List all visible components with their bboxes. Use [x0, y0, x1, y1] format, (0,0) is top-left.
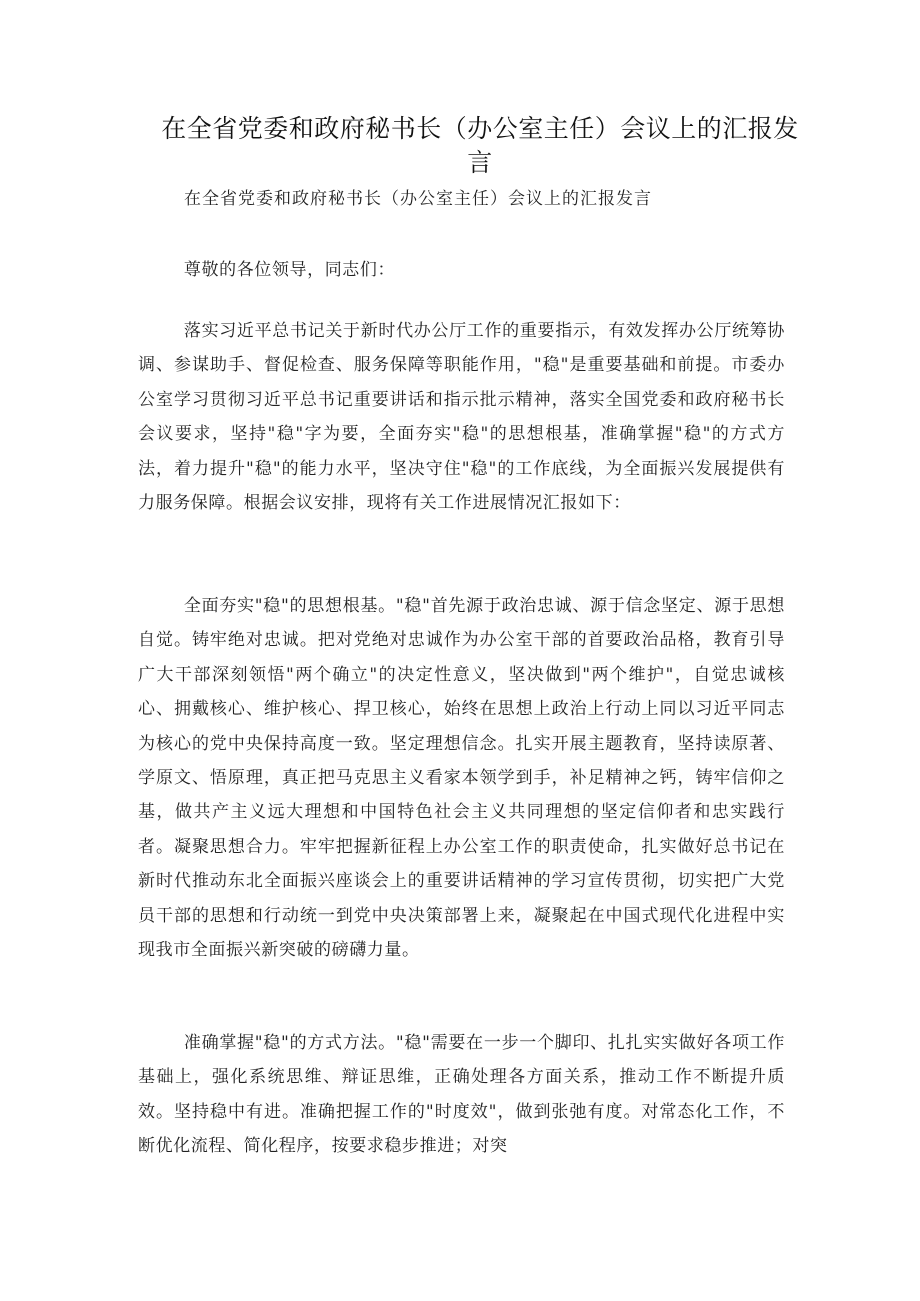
- paragraph-intro: 落实习近平总书记关于新时代办公厅工作的重要指示，有效发挥办公厅统筹协调、参谋助手、督促检查、服务保障等职能作用，"稳"是重要基础和前提。市委办公室学习贯彻习近平总书记重要讲话和指示批示精神，落实全国党委和政府秘书长会议要求，坚持"稳"字为要，全面夯实"稳"的思想根基，准确掌握"稳"的方式方法，着力提升"稳"的能力水平，坚决守住"稳"的工作底线，为全面振兴发展提供有力服务保障。根据会议安排，现将有关工作进展情况汇报如下：: [138, 321, 785, 514]
- document-subtitle: 在全省党委和政府秘书长（办公室主任）会议上的汇报发言: [184, 189, 652, 209]
- paragraph-ideological-foundation: 全面夯实"稳"的思想根基。"稳"首先源于政治忠诚、源于信念坚定、源于思想自觉。铸牢绝对忠诚。把对党绝对忠诚作为办公室干部的首要政治品格，教育引导广大干部深刻领悟"两个确立"的决定性意义，坚决做到"两个维护"，自觉忠诚核心、拥戴核心、维护核心、捍卫核心，始终在思想上政治上行动上同以习近平同志为核心的党中央保持高度一致。坚定理想信念。扎实开展主题教育，坚持读原著、学原文、悟原理，真正把马克思主义看家本领学到手，补足精神之钙，铸牢信仰之基，做共产主义远大理想和中国特色社会主义共同理想的坚定信仰者和忠实践行者。凝聚思想合力。牢牢把握新征程上办公室工作的职责使命，扎实做好总书记在新时代推动东北全面振兴座谈会上的重要讲话精神的学习宣传贯彻，切实把广大党员干部的思想和行动统一到党中央决策部署上来，凝聚起在中国式现代化进程中实现我市全面振兴新突破的磅礴力量。: [138, 596, 785, 961]
- paragraph-methods: 准确掌握"稳"的方式方法。"稳"需要在一步一个脚印、扎扎实实做好各项工作基础上，强化系统思维、辩证思维，正确处理各方面关系，推动工作不断提升质效。坚持稳中有进。准确把握工作的"时度效"，做到张弛有度。对常态化工作，不断优化流程、简化程序，按要求稳步推进；对突: [138, 1033, 785, 1157]
- document-title: 在全省党委和政府秘书长（办公室主任）会议上的汇报发言: [161, 114, 799, 177]
- salutation: 尊敬的各位领导，同志们：: [183, 260, 396, 280]
